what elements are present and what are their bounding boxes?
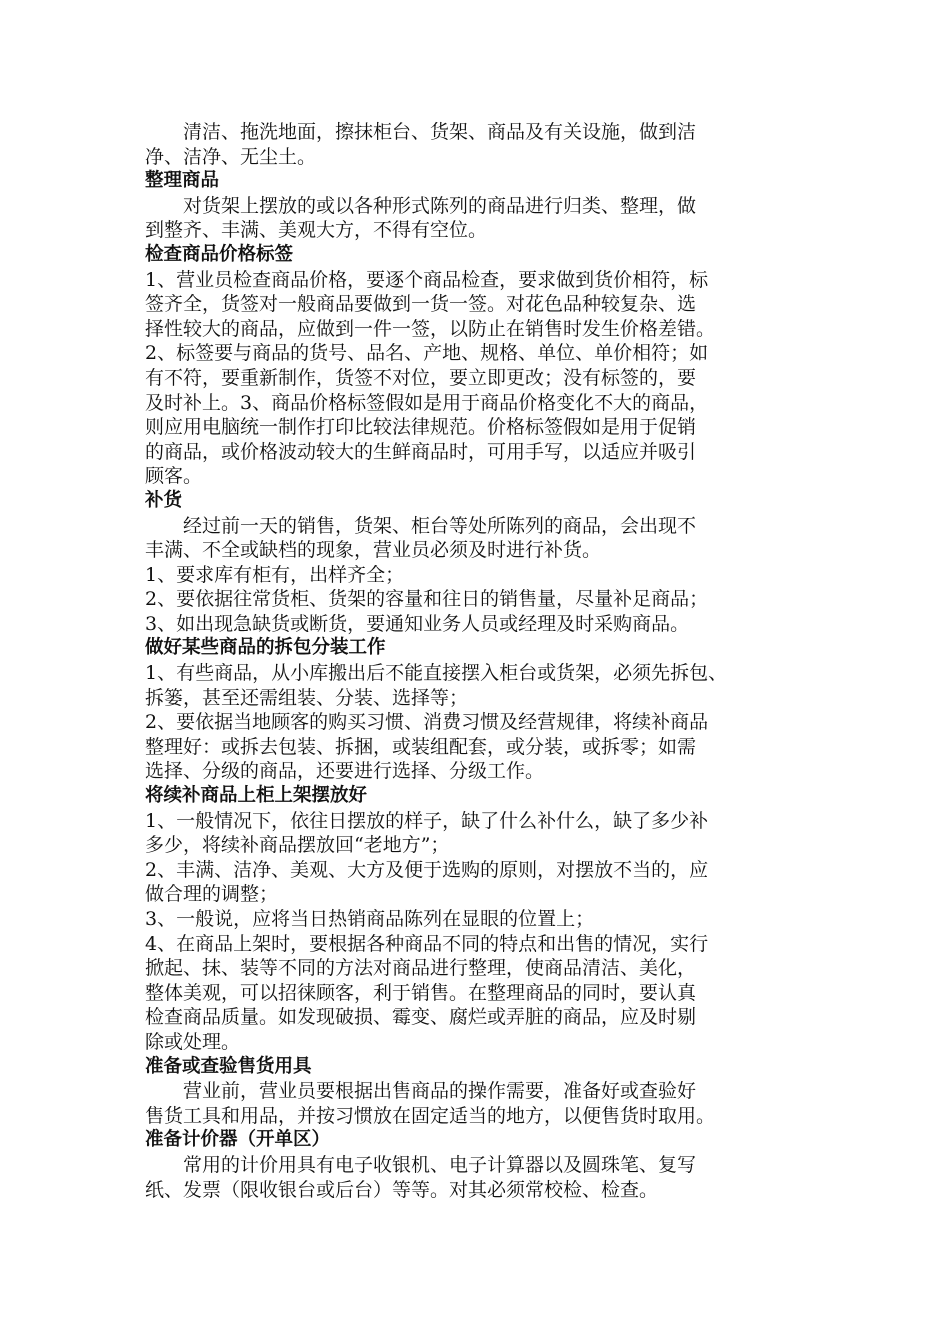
text-line: 做合理的调整； (145, 883, 279, 906)
text-line: 1、一般情况下，依往日摆放的样子，缺了什么补什么，缺了多少补 (145, 809, 709, 832)
text-line: 掀起、抹、装等不同的方法对商品进行整理，使商品清洁、美化， (145, 957, 697, 980)
document-body (145, 120, 825, 1202)
text-line: 1、要求库有柜有，出样齐全； (145, 563, 405, 586)
text-line: 纸、发票（限收银台或后台）等等。对其必须常校检、检查。 (145, 1178, 659, 1201)
text-line: 检查商品质量。如发现破损、霉变、腐烂或弄脏的商品，应及时剔 (145, 1006, 697, 1029)
text-line: 拆篓，甚至还需组装、分装、选择等； (145, 686, 469, 709)
text-line: 顾客。 (145, 465, 203, 488)
text-line: 有不符，要重新制作，货签不对位，要立即更改；没有标签的，要 (145, 366, 697, 389)
text-line: 3、一般说，应将当日热销商品陈列在显眼的位置上； (145, 908, 595, 930)
section-heading: 准备计价器（开单区） (145, 1129, 331, 1151)
text-line: 择性较大的商品，应做到一件一签，以防止在销售时发生价格差错。 (145, 317, 716, 340)
text-line: 的商品，或价格波动较大的生鲜商品时，可用手写，以适应并吸引 (145, 440, 697, 463)
text-line: 营业前，营业员要根据出售商品的操作需要，准备好或查验好 (183, 1080, 697, 1103)
text-line: 选择、分级的商品，还要进行选择、分级工作。 (145, 760, 545, 783)
text-line: 及时补上。3、商品价格标签假如是用于商品价格变化不大的商品， (145, 391, 709, 414)
text-line: 整体美观，可以招徕顾客，利于销售。在整理商品的同时，要认真 (145, 981, 697, 1004)
text-line: 经过前一天的销售，货架、柜台等处所陈列的商品，会出现不 (183, 514, 697, 537)
text-line: 则应用电脑统一制作打印比较法律规范。价格标签假如是用于促销 (145, 416, 697, 439)
text-line: 常用的计价用具有电子收银机、电子计算器以及圆珠笔、复写 (183, 1153, 697, 1176)
section-heading: 检查商品价格标签 (145, 243, 294, 265)
text-line: 售货工具和用品，并按习惯放在固定适当的地方，以便售货时取用。 (145, 1104, 716, 1127)
text-line: 多少，将续补商品摆放回“老地方”； (145, 834, 450, 857)
text-line: 1、营业员检查商品价格，要逐个商品检查，要求做到货价相符，标 (145, 268, 709, 291)
text-line: 3、如出现急缺货或断货，要通知业务人员或经理及时采购商品。 (145, 612, 690, 635)
text-line: 对货架上摆放的或以各种形式陈列的商品进行归类、整理，做 (183, 194, 697, 217)
section-heading: 做好某些商品的拆包分装工作 (145, 637, 386, 659)
text-line: 丰满、不全或缺档的现象，营业员必须及时进行补货。 (145, 539, 602, 562)
text-line: 2、要依据当地顾客的购买习惯、消费习惯及经营规律，将续补商品 (145, 711, 709, 734)
text-line: 签齐全，货签对一般商品要做到一货一签。对花色品种较复杂、选 (145, 293, 697, 316)
text-line: 4、在商品上架时，要根据各种商品不同的特点和出售的情况，实行 (145, 932, 709, 955)
section-heading: 准备或查验售货用具 (145, 1055, 312, 1077)
text-line: 整理好：或拆去包装、拆捆，或装组配套，或分装，或拆零；如需 (145, 735, 697, 758)
section-heading: 补货 (145, 489, 183, 511)
text-line: 1、有些商品，从小库搬出后不能直接摆入柜台或货架，必须先拆包、 (145, 662, 728, 685)
text-line: 2、要依据往常货柜、货架的容量和往日的销售量，尽量补足商品； (145, 588, 709, 611)
text-line: 除或处理。 (145, 1030, 241, 1053)
text-line: 清洁、拖洗地面，擦抹柜台、货架、商品及有关设施，做到洁 (183, 121, 697, 143)
text-line: 2、标签要与商品的货号、品名、产地、规格、单位、单价相符；如 (145, 342, 709, 365)
section-heading: 整理商品 (145, 170, 220, 192)
section-heading: 将续补商品上柜上架摆放好 (145, 785, 368, 807)
text-line: 2、丰满、洁净、美观、大方及便于选购的原则，对摆放不当的，应 (145, 858, 709, 881)
text-line: 到整齐、丰满、美观大方，不得有空位。 (145, 219, 488, 242)
text-line: 净、洁净、无尘土。 (145, 145, 317, 168)
